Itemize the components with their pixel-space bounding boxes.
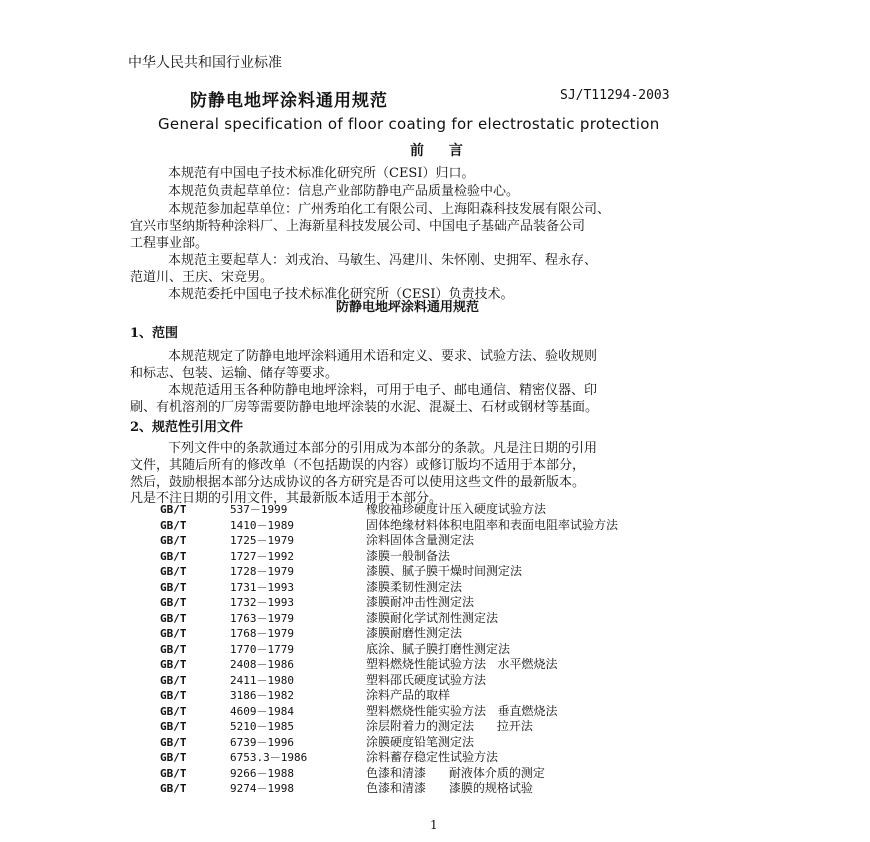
section-line: 文件，其随后所有的修改单（不包括勘误的内容）或修订版均不适用于本部分， <box>130 458 586 473</box>
reference-name: 色漆和清漆 漆膜的规格试验 <box>366 781 533 795</box>
reference-row <box>160 580 618 596</box>
preface-line: 工程事业部。 <box>130 236 209 251</box>
body-title: 防静电地坪涂料通用规范 <box>336 300 480 315</box>
reference-row <box>160 626 618 642</box>
reference-number: 1768－1979 <box>230 627 294 640</box>
reference-name: 涂料产品的取样 <box>366 688 451 702</box>
reference-name: 塑料邵氏硬度试验方法 <box>366 672 487 687</box>
reference-name: 漆膜一般制备法 <box>366 548 451 563</box>
reference-name: 漆膜耐磨性测定法 <box>366 626 463 640</box>
section-line: 然后，鼓励根据本部分达成协议的各方研究是否可以使用这些文件的最新版本。 <box>130 475 586 490</box>
reference-name: 底涂、腻子膜打磨性测定法 <box>366 641 511 656</box>
section-line: 本规范适用玉各种防静电地坪涂料，可用于电子、邮电通信、精密仪器、印 <box>168 383 598 398</box>
reference-prefix: GB/T <box>160 627 187 640</box>
english-title: General specification of floor coating for electrostatic protection <box>158 115 660 133</box>
reference-prefix: GB/T <box>160 596 187 609</box>
reference-number: 9266－1988 <box>230 766 294 780</box>
reference-prefix: GB/T <box>160 642 187 656</box>
reference-number: 1731－1993 <box>230 580 294 594</box>
reference-prefix: GB/T <box>160 503 187 516</box>
reference-name: 固体绝缘材料体积电阻率和表面电阻率试验方法 <box>366 517 619 532</box>
reference-number: 6753.3－1986 <box>230 751 308 764</box>
reference-number: 5210－1985 <box>230 720 294 733</box>
preface-heading: 前 言 <box>410 143 473 159</box>
preface-line: 本规范委托中国电子技术标准化研究所（CESI）负责技术。 <box>168 287 514 302</box>
reference-row <box>160 611 618 627</box>
preface-line: 范道川、王庆、宋竞男。 <box>130 270 274 285</box>
section-heading: 1、范围 <box>130 326 179 341</box>
reference-row <box>160 564 618 580</box>
reference-number: 537－1999 <box>230 503 288 516</box>
reference-name: 涂层附着力的测定法 拉开法 <box>366 719 533 733</box>
reference-prefix: GB/T <box>160 782 187 795</box>
reference-row <box>160 518 618 534</box>
reference-prefix: GB/T <box>160 534 187 547</box>
reference-number: 1725－1979 <box>230 534 294 547</box>
reference-prefix: GB/T <box>160 704 187 718</box>
reference-prefix: GB/T <box>160 766 187 780</box>
reference-row <box>160 595 618 611</box>
reference-number: 9274－1998 <box>230 782 294 795</box>
reference-prefix: GB/T <box>160 658 187 671</box>
reference-name: 涂料蓄存稳定性试验方法 <box>366 750 499 764</box>
reference-row <box>160 533 618 549</box>
standard-code: SJ/T11294-2003 <box>560 88 670 103</box>
section-line: 凡是不注日期的引用文件，其最新版本适用于本部分。 <box>130 491 443 506</box>
reference-number: 2411－1980 <box>230 673 294 687</box>
reference-number: 6739－1996 <box>230 735 294 749</box>
section-line: 下列文件中的条款通过本部分的引用成为本部分的条款。凡是注日期的引用 <box>168 441 598 456</box>
reference-prefix: GB/T <box>160 720 187 733</box>
reference-prefix: GB/T <box>160 549 187 563</box>
reference-name: 漆膜柔韧性测定法 <box>366 579 463 594</box>
reference-row <box>160 657 618 673</box>
reference-row <box>160 781 618 797</box>
preface-line: 本规范负责起草单位：信息产业部防静电产品质量检验中心。 <box>168 184 520 199</box>
reference-number: 1410－1989 <box>230 518 294 532</box>
reference-row <box>160 766 618 782</box>
section-heading: 2、规范性引用文件 <box>130 420 244 435</box>
reference-name: 涂料固体含量测定法 <box>366 533 475 547</box>
reference-number: 1763－1979 <box>230 611 294 625</box>
reference-prefix: GB/T <box>160 565 187 578</box>
preface-line: 本规范主要起草人：刘戎治、马敏生、冯建川、朱怀刚、史拥军、程永存、 <box>168 253 598 268</box>
reference-prefix: GB/T <box>160 735 187 749</box>
reference-row <box>160 735 618 751</box>
reference-number: 3186－1982 <box>230 689 294 702</box>
section-line: 刷、有机溶剂的厂房等需要防静电地坪涂装的水泥、混凝土、石材或钢材等基面。 <box>130 400 599 415</box>
reference-prefix: GB/T <box>160 611 187 625</box>
preface-line: 本规范参加起草单位：广州秀珀化工有限公司、上海阳森科技发展有限公司、 <box>168 202 611 217</box>
reference-prefix: GB/T <box>160 580 187 594</box>
reference-row <box>160 642 618 658</box>
preface-line: 本规范有中国电子技术标准化研究所（CESI）归口。 <box>168 166 475 181</box>
reference-number: 1732－1993 <box>230 596 294 609</box>
reference-prefix: GB/T <box>160 673 187 687</box>
reference-number: 4609－1984 <box>230 704 294 718</box>
reference-name: 漆膜耐冲击性测定法 <box>366 595 475 609</box>
reference-row <box>160 673 618 689</box>
reference-name: 涂膜硬度铅笔测定法 <box>366 734 475 749</box>
reference-row <box>160 719 618 735</box>
reference-row <box>160 502 618 518</box>
reference-prefix: GB/T <box>160 751 187 764</box>
reference-name: 漆膜耐化学试剂性测定法 <box>366 610 499 625</box>
preface-line: 宜兴市坚纳斯特种涂料厂、上海新星科技发展公司、中国电子基础产品装备公司 <box>130 219 586 234</box>
reference-number: 1770－1779 <box>230 642 294 656</box>
reference-row <box>160 688 618 704</box>
reference-row <box>160 750 618 766</box>
section-line: 本规范规定了防静电地坪涂料通用术语和定义、要求、试验方法、验收规则 <box>168 349 598 364</box>
document-header: 中华人民共和国行业标准 <box>128 55 282 71</box>
page-number: 1 <box>430 818 438 832</box>
reference-row <box>160 549 618 565</box>
reference-prefix: GB/T <box>160 518 187 532</box>
reference-list <box>160 502 618 797</box>
reference-number: 2408－1986 <box>230 658 294 671</box>
reference-row <box>160 704 618 720</box>
reference-name: 塑料燃烧性能试验方法 水平燃烧法 <box>366 657 558 671</box>
reference-name: 橡胶袖珍硬度计压入硬度试验方法 <box>366 502 547 516</box>
reference-number: 1727－1992 <box>230 549 294 563</box>
reference-name: 塑料燃烧性能实验方法 垂直燃烧法 <box>366 703 558 718</box>
reference-prefix: GB/T <box>160 689 187 702</box>
reference-name: 色漆和清漆 耐液体介质的测定 <box>366 765 545 780</box>
reference-name: 漆膜、腻子膜干燥时间测定法 <box>366 564 523 578</box>
reference-number: 1728－1979 <box>230 565 294 578</box>
section-line: 和标志、包装、运输、储存等要求。 <box>130 366 339 381</box>
document-title: 防静电地坪涂料通用规范 <box>190 91 388 111</box>
